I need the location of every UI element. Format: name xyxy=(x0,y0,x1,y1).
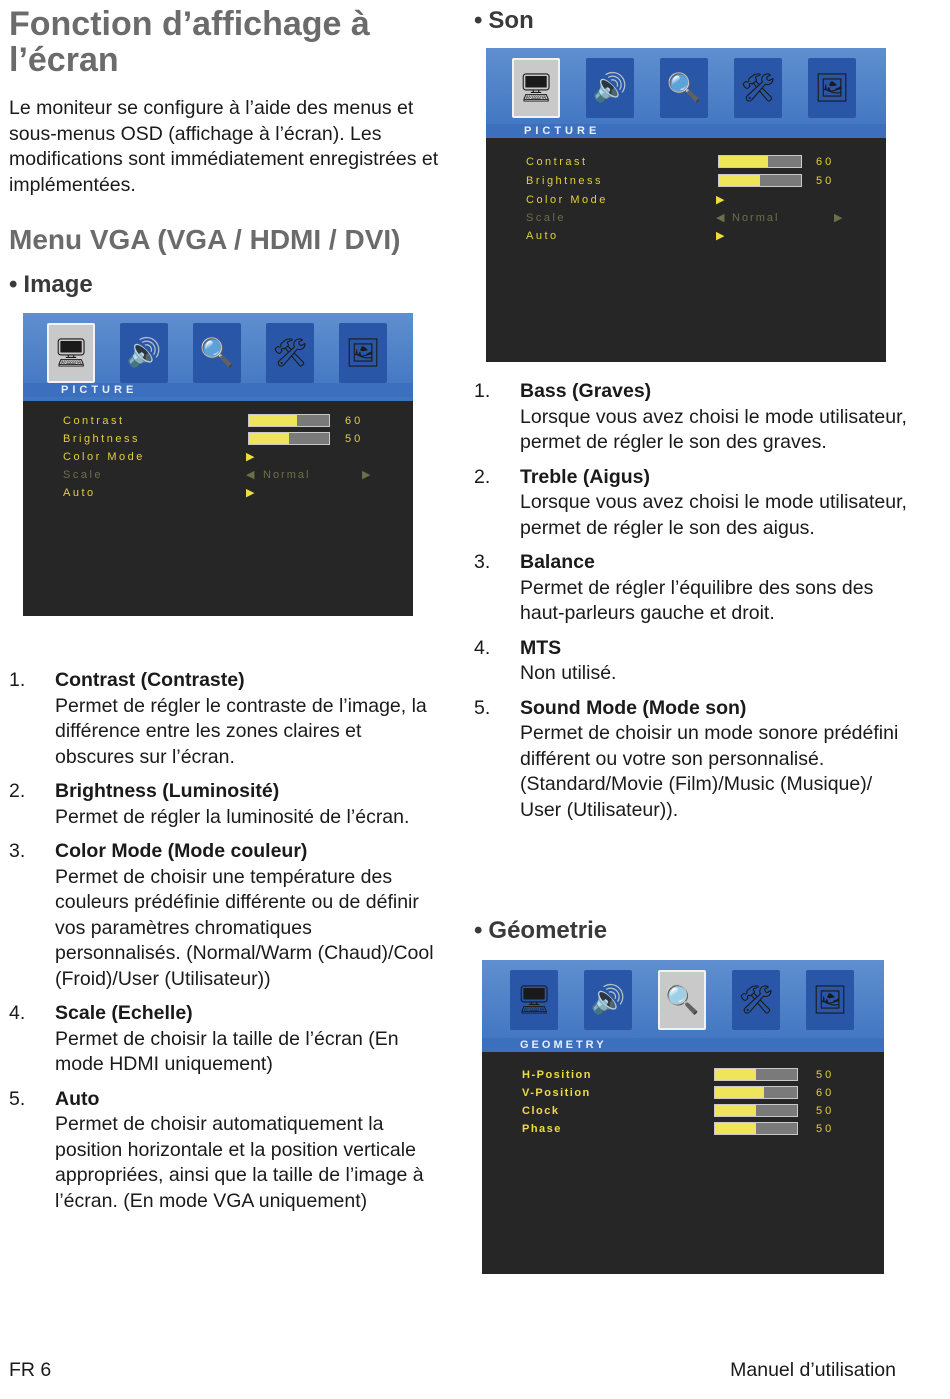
osd-tab-setup xyxy=(734,58,782,118)
chevron-right-icon: ▶ xyxy=(246,487,255,499)
osd-clock-value: 50 xyxy=(816,1105,835,1117)
image-items-list xyxy=(9,668,439,1223)
osd-scale-value: Normal xyxy=(263,469,311,481)
item-title: Scale (Echelle) xyxy=(55,1002,193,1024)
osd-v-position-value: 60 xyxy=(816,1087,835,1099)
osd-contrast-label: Contrast xyxy=(526,156,588,168)
geometrie-heading-label: Géometrie xyxy=(488,917,608,944)
tools-icon: 🛠 xyxy=(740,72,776,103)
osd-menu-label: GEOMETRY xyxy=(482,1038,884,1052)
item-desc: Permet de régler le contraste de l’image, la différence entre les zones claires et obscures sur l’écran. xyxy=(55,694,427,768)
osd-auto-label: Auto xyxy=(63,487,96,499)
osd-v-position-label: V-Position xyxy=(522,1087,591,1099)
osd-scale-label: Scale xyxy=(63,469,104,481)
osd-contrast-value: 60 xyxy=(816,156,835,168)
son-items-list xyxy=(474,379,914,832)
list-item: 1. Bass (Graves) Lorsque vous avez choisi le mode utilisateur, permet de régler le son des graves. xyxy=(474,379,914,456)
osd-contrast-bar xyxy=(718,155,802,168)
monitor-icon: 🖥 xyxy=(516,984,552,1015)
tools-icon: 🛠 xyxy=(738,984,774,1015)
item-title: Treble (Aigus) xyxy=(520,465,651,488)
chevron-right-icon: ▶ xyxy=(362,469,371,481)
osd-color-mode-label: Color Mode xyxy=(63,451,145,463)
page-title-line2: l’écran xyxy=(9,41,119,79)
osd-contrast-bar xyxy=(248,414,330,427)
bullet: • xyxy=(9,271,18,298)
osd-tab-setup xyxy=(266,323,314,383)
osd-tab-geometry xyxy=(193,323,241,383)
osd-h-position-value: 50 xyxy=(816,1069,835,1081)
item-desc: Permet de régler l’équilibre des sons des haut-parleurs gauche et droit. xyxy=(520,576,874,624)
osd-tab-picture xyxy=(512,58,560,118)
chevron-right-icon: ▶ xyxy=(246,451,255,463)
image-heading-label: Image xyxy=(23,271,93,298)
item-desc: Permet de choisir automatiquement la position horizontale et la position verticale appropriées, ainsi que la taille de l’image à l’écran. (En mode VGA uniquement) xyxy=(55,1113,424,1212)
osd-h-position-label: H-Position xyxy=(522,1069,592,1081)
osd-phase-bar xyxy=(714,1122,798,1135)
monitor-icon: 🖥 xyxy=(518,72,554,103)
color-monitor-icon: 🖼 xyxy=(812,984,848,1015)
page-title xyxy=(9,6,370,78)
item-title: Color Mode (Mode couleur) xyxy=(55,840,308,862)
son-heading xyxy=(474,7,534,35)
magnifier-icon: 🔍 xyxy=(199,337,235,368)
osd-scale-label: Scale xyxy=(526,212,567,224)
son-osd-screenshot xyxy=(486,48,886,362)
magnifier-icon: 🔍 xyxy=(666,72,702,103)
osd-tab-color xyxy=(339,323,387,383)
list-item: 1. Contrast (Contraste) Permet de régler le contraste de l’image, la différence entre les zones claires et obscures sur l’écran. xyxy=(9,668,439,770)
item-desc: Lorsque vous avez choisi le mode utilisateur, permet de régler le son des aigus. xyxy=(520,491,907,539)
osd-brightness-value: 50 xyxy=(816,175,835,187)
osd-brightness-label: Brightness xyxy=(526,175,603,187)
item-title: Contrast (Contraste) xyxy=(55,669,245,691)
osd-tab-geometry xyxy=(660,58,708,118)
footer-manual-title: Manuel d’utilisation xyxy=(730,1359,896,1381)
bullet: • xyxy=(474,917,483,944)
speaker-icon: 🔊 xyxy=(126,337,162,368)
list-item: 5. Sound Mode (Mode son) Permet de choisir un mode sonore prédéfini différent ou votre son personnalisé. (Standard/Movie (Film)/Music (Musique)/ User (Utilisateur)). xyxy=(474,696,914,824)
osd-tab-color xyxy=(806,970,854,1030)
item-title: Bass (Graves) xyxy=(520,380,652,402)
magnifier-icon: 🔍 xyxy=(664,984,700,1015)
geometrie-heading xyxy=(474,917,607,945)
chevron-left-icon: ◀ xyxy=(716,212,725,224)
item-desc: Permet de choisir la taille de l’écran (En mode HDMI uniquement) xyxy=(55,1027,399,1075)
speaker-icon: 🔊 xyxy=(590,984,626,1015)
list-item: 5. Auto Permet de choisir automatiquement la position horizontale et la position verticale appropriées, ainsi que la taille de l’image à l’écran. (En mode VGA uniquement) xyxy=(9,1087,439,1215)
list-item: 2. Treble (Aigus) Lorsque vous avez choisi le mode utilisateur, permet de régler le son des aigus. xyxy=(474,465,914,542)
osd-tab-sound xyxy=(584,970,632,1030)
osd-menu-label: PICTURE xyxy=(23,383,413,397)
osd-tab-setup xyxy=(732,970,780,1030)
chevron-right-icon: ▶ xyxy=(716,230,725,242)
son-heading-label: Son xyxy=(488,7,534,34)
osd-clock-bar xyxy=(714,1104,798,1117)
list-item: 4. Scale (Echelle) Permet de choisir la taille de l’écran (En mode HDMI uniquement) xyxy=(9,1001,439,1078)
item-desc: Non utilisé. xyxy=(520,662,617,684)
chevron-left-icon: ◀ xyxy=(246,469,255,481)
osd-contrast-value: 60 xyxy=(345,415,364,427)
osd-tab-geometry xyxy=(658,970,706,1030)
chevron-right-icon: ▶ xyxy=(716,194,725,206)
item-title: Brightness (Luminosité) xyxy=(55,780,280,802)
osd-tab-sound xyxy=(120,323,168,383)
list-item: 3. Balance Permet de régler l’équilibre des sons des haut-parleurs gauche et droit. xyxy=(474,550,914,627)
osd-brightness-bar xyxy=(718,174,802,187)
osd-v-position-bar xyxy=(714,1086,798,1099)
osd-tab-color xyxy=(808,58,856,118)
section-title: Menu VGA (VGA / HDMI / DVI) xyxy=(9,224,401,255)
item-desc: Permet de choisir un mode sonore prédéfini différent ou votre son personnalisé. (Standard/Movie (Film)/Music (Musique)/ User (Utilisateur)). xyxy=(520,722,899,821)
page-title-line1: Fonction d’affichage à xyxy=(9,5,370,43)
chevron-right-icon: ▶ xyxy=(834,212,843,224)
bullet: • xyxy=(474,7,483,34)
item-desc: Permet de régler la luminosité de l’écran. xyxy=(55,805,410,828)
speaker-icon: 🔊 xyxy=(592,72,628,103)
color-monitor-icon: 🖼 xyxy=(345,337,381,368)
monitor-icon: 🖥 xyxy=(53,337,89,368)
item-title: Balance xyxy=(520,551,595,573)
intro-paragraph: Le moniteur se configure à l’aide des menus et sous-menus OSD (affichage à l’écran). Les modifications sont immédiatement enregistrées et implémentées. xyxy=(9,97,439,196)
osd-h-position-bar xyxy=(714,1068,798,1081)
geometry-osd-screenshot xyxy=(482,960,884,1274)
list-item: 4. MTS Non utilisé. xyxy=(474,636,914,687)
color-monitor-icon: 🖼 xyxy=(814,72,850,103)
osd-tab-sound xyxy=(586,58,634,118)
osd-auto-label: Auto xyxy=(526,230,559,242)
osd-menu-label: PICTURE xyxy=(486,124,886,138)
osd-scale-value: Normal xyxy=(732,212,780,224)
osd-phase-value: 50 xyxy=(816,1123,835,1135)
item-desc: Lorsque vous avez choisi le mode utilisateur, permet de régler le son des graves. xyxy=(520,405,907,453)
osd-brightness-label: Brightness xyxy=(63,433,140,445)
osd-phase-label: Phase xyxy=(522,1123,562,1135)
item-title: Sound Mode (Mode son) xyxy=(520,696,747,719)
item-title: MTS xyxy=(520,636,562,659)
tools-icon: 🛠 xyxy=(272,337,308,368)
page-number: FR 6 xyxy=(9,1359,52,1381)
list-item: 2. Brightness (Luminosité) Permet de régler la luminosité de l’écran. xyxy=(9,779,439,830)
osd-color-mode-label: Color Mode xyxy=(526,194,608,206)
image-heading xyxy=(9,271,93,299)
osd-tab-picture xyxy=(510,970,558,1030)
osd-brightness-bar xyxy=(248,432,330,445)
picture-osd-screenshot xyxy=(23,313,413,616)
osd-brightness-value: 50 xyxy=(345,433,364,445)
osd-contrast-label: Contrast xyxy=(63,415,125,427)
list-item: 3. Color Mode (Mode couleur) Permet de choisir une température des couleurs prédéfinie différente ou de définir vos paramètres chromatiques personnalisés. (Normal/Warm (Chaud)/Cool (Froid)/User (Utilisateur)) xyxy=(9,839,439,992)
item-title: Auto xyxy=(55,1087,100,1110)
item-desc: Permet de choisir une température des couleurs prédéfinie différente ou de définir vos paramètres chromatiques personnalisés. (Normal/Warm (Chaud)/Cool (Froid)/User (Utilisateur)) xyxy=(55,865,434,990)
osd-tab-picture xyxy=(47,323,95,383)
osd-clock-label: Clock xyxy=(522,1105,560,1117)
